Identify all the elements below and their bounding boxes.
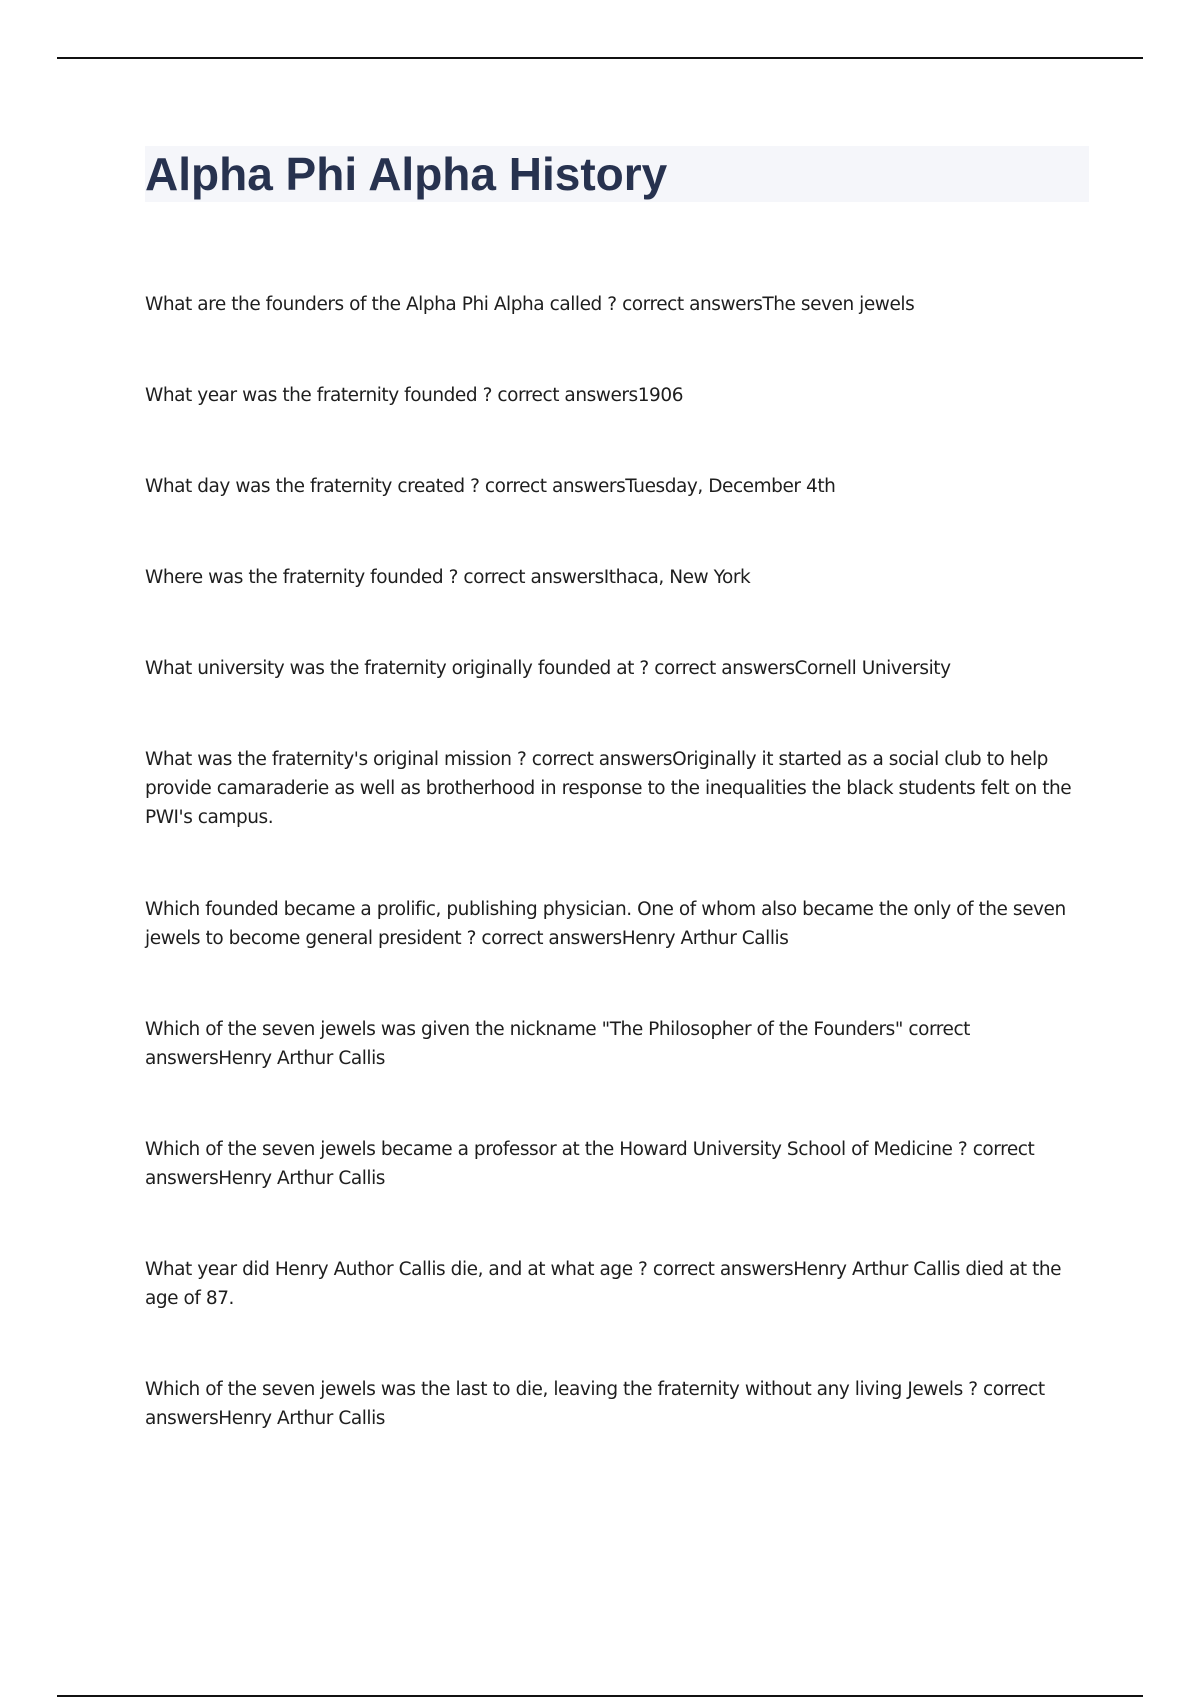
- qa-item: What year was the fraternity founded ? correct answers1906: [145, 385, 684, 406]
- qa-item: What day was the fraternity created ? correct answersTuesday, December 4th: [145, 476, 836, 497]
- qa-item: What university was the fraternity originally founded at ? correct answersCornell University: [145, 658, 951, 679]
- qa-item: What was the fraternity's original mission ? correct answersOriginally it started as a social club to help provide camaraderie as well as brotherhood in response to the inequalities the black students felt on the PWI's campus.: [145, 749, 1072, 828]
- qa-item: What year did Henry Author Callis die, and at what age ? correct answersHenry Arthur Callis died at the age of 87.: [145, 1259, 1062, 1309]
- qa-item: Which of the seven jewels was given the nickname "The Philosopher of the Founders" correct answersHenry Arthur Callis: [145, 1019, 970, 1069]
- qa-item: What are the founders of the Alpha Phi Alpha called ? correct answersThe seven jewels: [145, 294, 915, 315]
- qa-item: Which of the seven jewels was the last to die, leaving the fraternity without any living Jewels ? correct answersHenry Arthur Callis: [145, 1379, 1045, 1429]
- qa-item: Which of the seven jewels became a professor at the Howard University School of Medicine ? correct answersHenry Arthur Callis: [145, 1139, 1035, 1189]
- top-rule: [57, 57, 1143, 59]
- qa-item: Where was the fraternity founded ? correct answersIthaca, New York: [145, 567, 751, 588]
- bottom-rule: [57, 1695, 1143, 1697]
- qa-item: Which founded became a prolific, publishing physician. One of whom also became the only of the seven jewels to become general president ? correct answersHenry Arthur Callis: [145, 899, 1066, 949]
- page-title: Alpha Phi Alpha History: [145, 148, 668, 200]
